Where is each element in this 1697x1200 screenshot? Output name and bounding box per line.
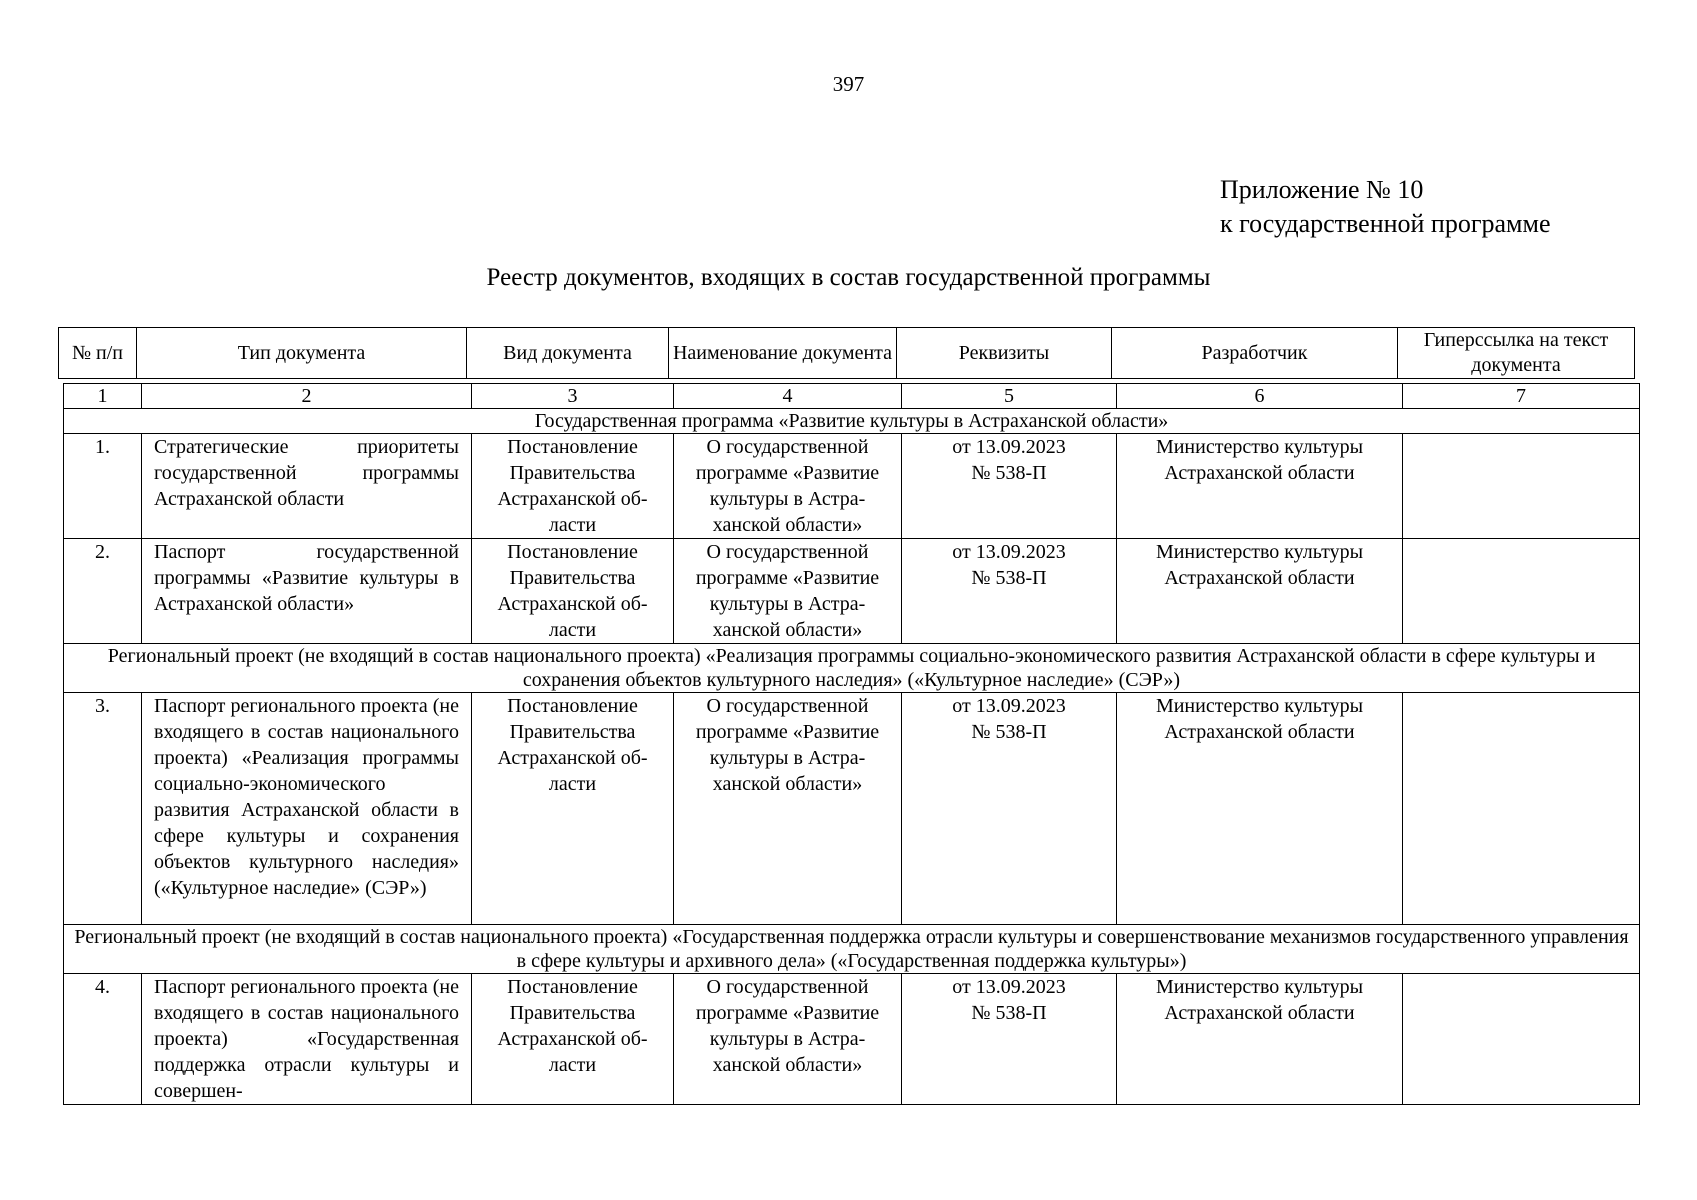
- cell-line: культуры в Астра-: [709, 747, 866, 769]
- header-requisites: Реквизиты: [897, 328, 1112, 379]
- section-title: Государственная программа «Развитие культуры в Астраханской области»: [64, 409, 1640, 434]
- cell-line: О государственной: [706, 541, 869, 563]
- cell-line: ласти: [548, 1054, 597, 1076]
- table-row: [64, 974, 1640, 1105]
- row-doc-type: Паспорт регионального проекта (не входящего в состав национального проекта) «Реализация программы социально-экономического развития Астраханской области в сфере культуры и сохранения объектов культурного наследия» («Культурное наследие» (СЭР»): [142, 693, 472, 925]
- cell-line: Астраханской об-: [497, 488, 648, 510]
- row-link: [1403, 974, 1640, 1105]
- row-doc-name: [674, 693, 902, 925]
- cell-line: Министерство культуры: [1155, 436, 1364, 458]
- cell-line: О государственной: [706, 976, 869, 998]
- row-doc-type: Паспорт регионального проекта (не входящего в состав национального проекта) «Государственная поддержка отрасли культуры и совершен-: [142, 974, 472, 1105]
- header-doc-name: Наименование документа: [669, 328, 897, 379]
- cell-line: Постановление: [507, 695, 638, 717]
- row-requisites: [902, 693, 1117, 925]
- cell-line: культуры в Астра-: [709, 1028, 866, 1050]
- row-num: 2.: [64, 539, 142, 644]
- cell-line: ласти: [548, 619, 597, 641]
- column-number: 5: [902, 384, 1117, 409]
- column-number: 7: [1403, 384, 1640, 409]
- row-link: [1403, 693, 1640, 925]
- cell-line: ханской области»: [712, 619, 863, 641]
- cell-line: от 13.09.2023: [952, 695, 1066, 717]
- cell-line: Постановление: [507, 541, 638, 563]
- cell-line: Министерство культуры: [1155, 976, 1364, 998]
- section-row: [64, 925, 1640, 974]
- cell-line: программе «Развитие: [695, 462, 880, 484]
- column-number: 2: [142, 384, 472, 409]
- section-row: [64, 409, 1640, 434]
- cell-line: Правительства: [509, 567, 636, 589]
- row-doc-kind: [472, 693, 674, 925]
- row-doc-kind: [472, 434, 674, 539]
- cell-line: № 538-П: [971, 721, 1047, 743]
- header-developer: Разработчик: [1112, 328, 1398, 379]
- row-doc-type: Паспорт государственной программы «Развитие культуры в Астраханской области»: [142, 539, 472, 644]
- column-number-row: [64, 384, 1640, 409]
- cell-line: № 538-П: [971, 567, 1047, 589]
- header-doc-type: Тип документа: [137, 328, 467, 379]
- header-link: Гиперссылка на текст документа: [1398, 328, 1635, 379]
- cell-line: ханской области»: [712, 514, 863, 536]
- cell-line: Астраханской области: [1164, 567, 1355, 589]
- column-number: 3: [472, 384, 674, 409]
- cell-line: программе «Развитие: [695, 1002, 880, 1024]
- cell-line: Астраханской об-: [497, 1028, 648, 1050]
- cell-line: Правительства: [509, 462, 636, 484]
- row-doc-name: [674, 434, 902, 539]
- cell-line: Постановление: [507, 976, 638, 998]
- cell-line: № 538-П: [971, 1002, 1047, 1024]
- cell-line: Правительства: [509, 721, 636, 743]
- table-row: [64, 539, 1640, 644]
- cell-line: ласти: [548, 514, 597, 536]
- section-row: [64, 644, 1640, 693]
- header-doc-kind: Вид документа: [467, 328, 669, 379]
- row-developer: [1117, 434, 1403, 539]
- cell-line: программе «Развитие: [695, 567, 880, 589]
- table-row: [64, 693, 1640, 925]
- cell-line: от 13.09.2023: [952, 436, 1066, 458]
- cell-line: О государственной: [706, 436, 869, 458]
- appendix-line-1: Приложение № 10: [1220, 175, 1424, 204]
- appendix-caption: [1220, 173, 1551, 241]
- cell-line: Астраханской области: [1164, 462, 1355, 484]
- table-header: [58, 327, 1635, 379]
- cell-line: Министерство культуры: [1155, 695, 1364, 717]
- row-num: 1.: [64, 434, 142, 539]
- row-requisites: [902, 974, 1117, 1105]
- row-developer: [1117, 539, 1403, 644]
- column-number: 4: [674, 384, 902, 409]
- cell-line: ласти: [548, 773, 597, 795]
- cell-line: от 13.09.2023: [952, 541, 1066, 563]
- row-doc-name: [674, 539, 902, 644]
- row-doc-kind: [472, 539, 674, 644]
- row-requisites: [902, 539, 1117, 644]
- table-row: [64, 434, 1640, 539]
- cell-line: программе «Развитие: [695, 721, 880, 743]
- cell-line: Астраханской об-: [497, 593, 648, 615]
- column-number: 1: [64, 384, 142, 409]
- cell-line: Министерство культуры: [1155, 541, 1364, 563]
- cell-line: культуры в Астра-: [709, 593, 866, 615]
- row-requisites: [902, 434, 1117, 539]
- cell-line: Правительства: [509, 1002, 636, 1024]
- page-number: 397: [832, 72, 865, 96]
- cell-line: от 13.09.2023: [952, 976, 1066, 998]
- cell-line: культуры в Астра-: [709, 488, 866, 510]
- cell-line: Астраханской об-: [497, 747, 648, 769]
- column-number: 6: [1117, 384, 1403, 409]
- cell-line: Постановление: [507, 436, 638, 458]
- cell-line: ханской области»: [712, 773, 863, 795]
- header-num: № п/п: [59, 328, 137, 379]
- section-title: Региональный проект (не входящий в состав национального проекта) «Реализация программы социально-экономического развития Астраханской области в сфере культуры и сохранения объектов культурного наследия» («Культурное наследие» (СЭР»): [64, 644, 1640, 693]
- cell-line: Астраханской области: [1164, 1002, 1355, 1024]
- row-num: 3.: [64, 693, 142, 925]
- row-doc-name: [674, 974, 902, 1105]
- row-doc-kind: [472, 974, 674, 1105]
- row-link: [1403, 434, 1640, 539]
- row-link: [1403, 539, 1640, 644]
- appendix-line-2: к государственной программе: [1220, 209, 1551, 238]
- document-title: Реестр документов, входящих в состав государственной программы: [486, 264, 1211, 291]
- row-num: 4.: [64, 974, 142, 1105]
- row-developer: [1117, 693, 1403, 925]
- registry-table: [63, 383, 1640, 1105]
- section-title: Региональный проект (не входящий в состав национального проекта) «Государственная поддержка отрасли культуры и совершенствование механизмов государственного управления в сфере культуры и архивного дела» («Государственная поддержка культуры»): [64, 925, 1640, 974]
- row-doc-type: Стратегические приоритеты государственной программы Астраханской области: [142, 434, 472, 539]
- cell-line: Астраханской области: [1164, 721, 1355, 743]
- row-developer: [1117, 974, 1403, 1105]
- cell-line: ханской области»: [712, 1054, 863, 1076]
- cell-line: О государственной: [706, 695, 869, 717]
- cell-line: № 538-П: [971, 462, 1047, 484]
- header-row: [59, 328, 1635, 379]
